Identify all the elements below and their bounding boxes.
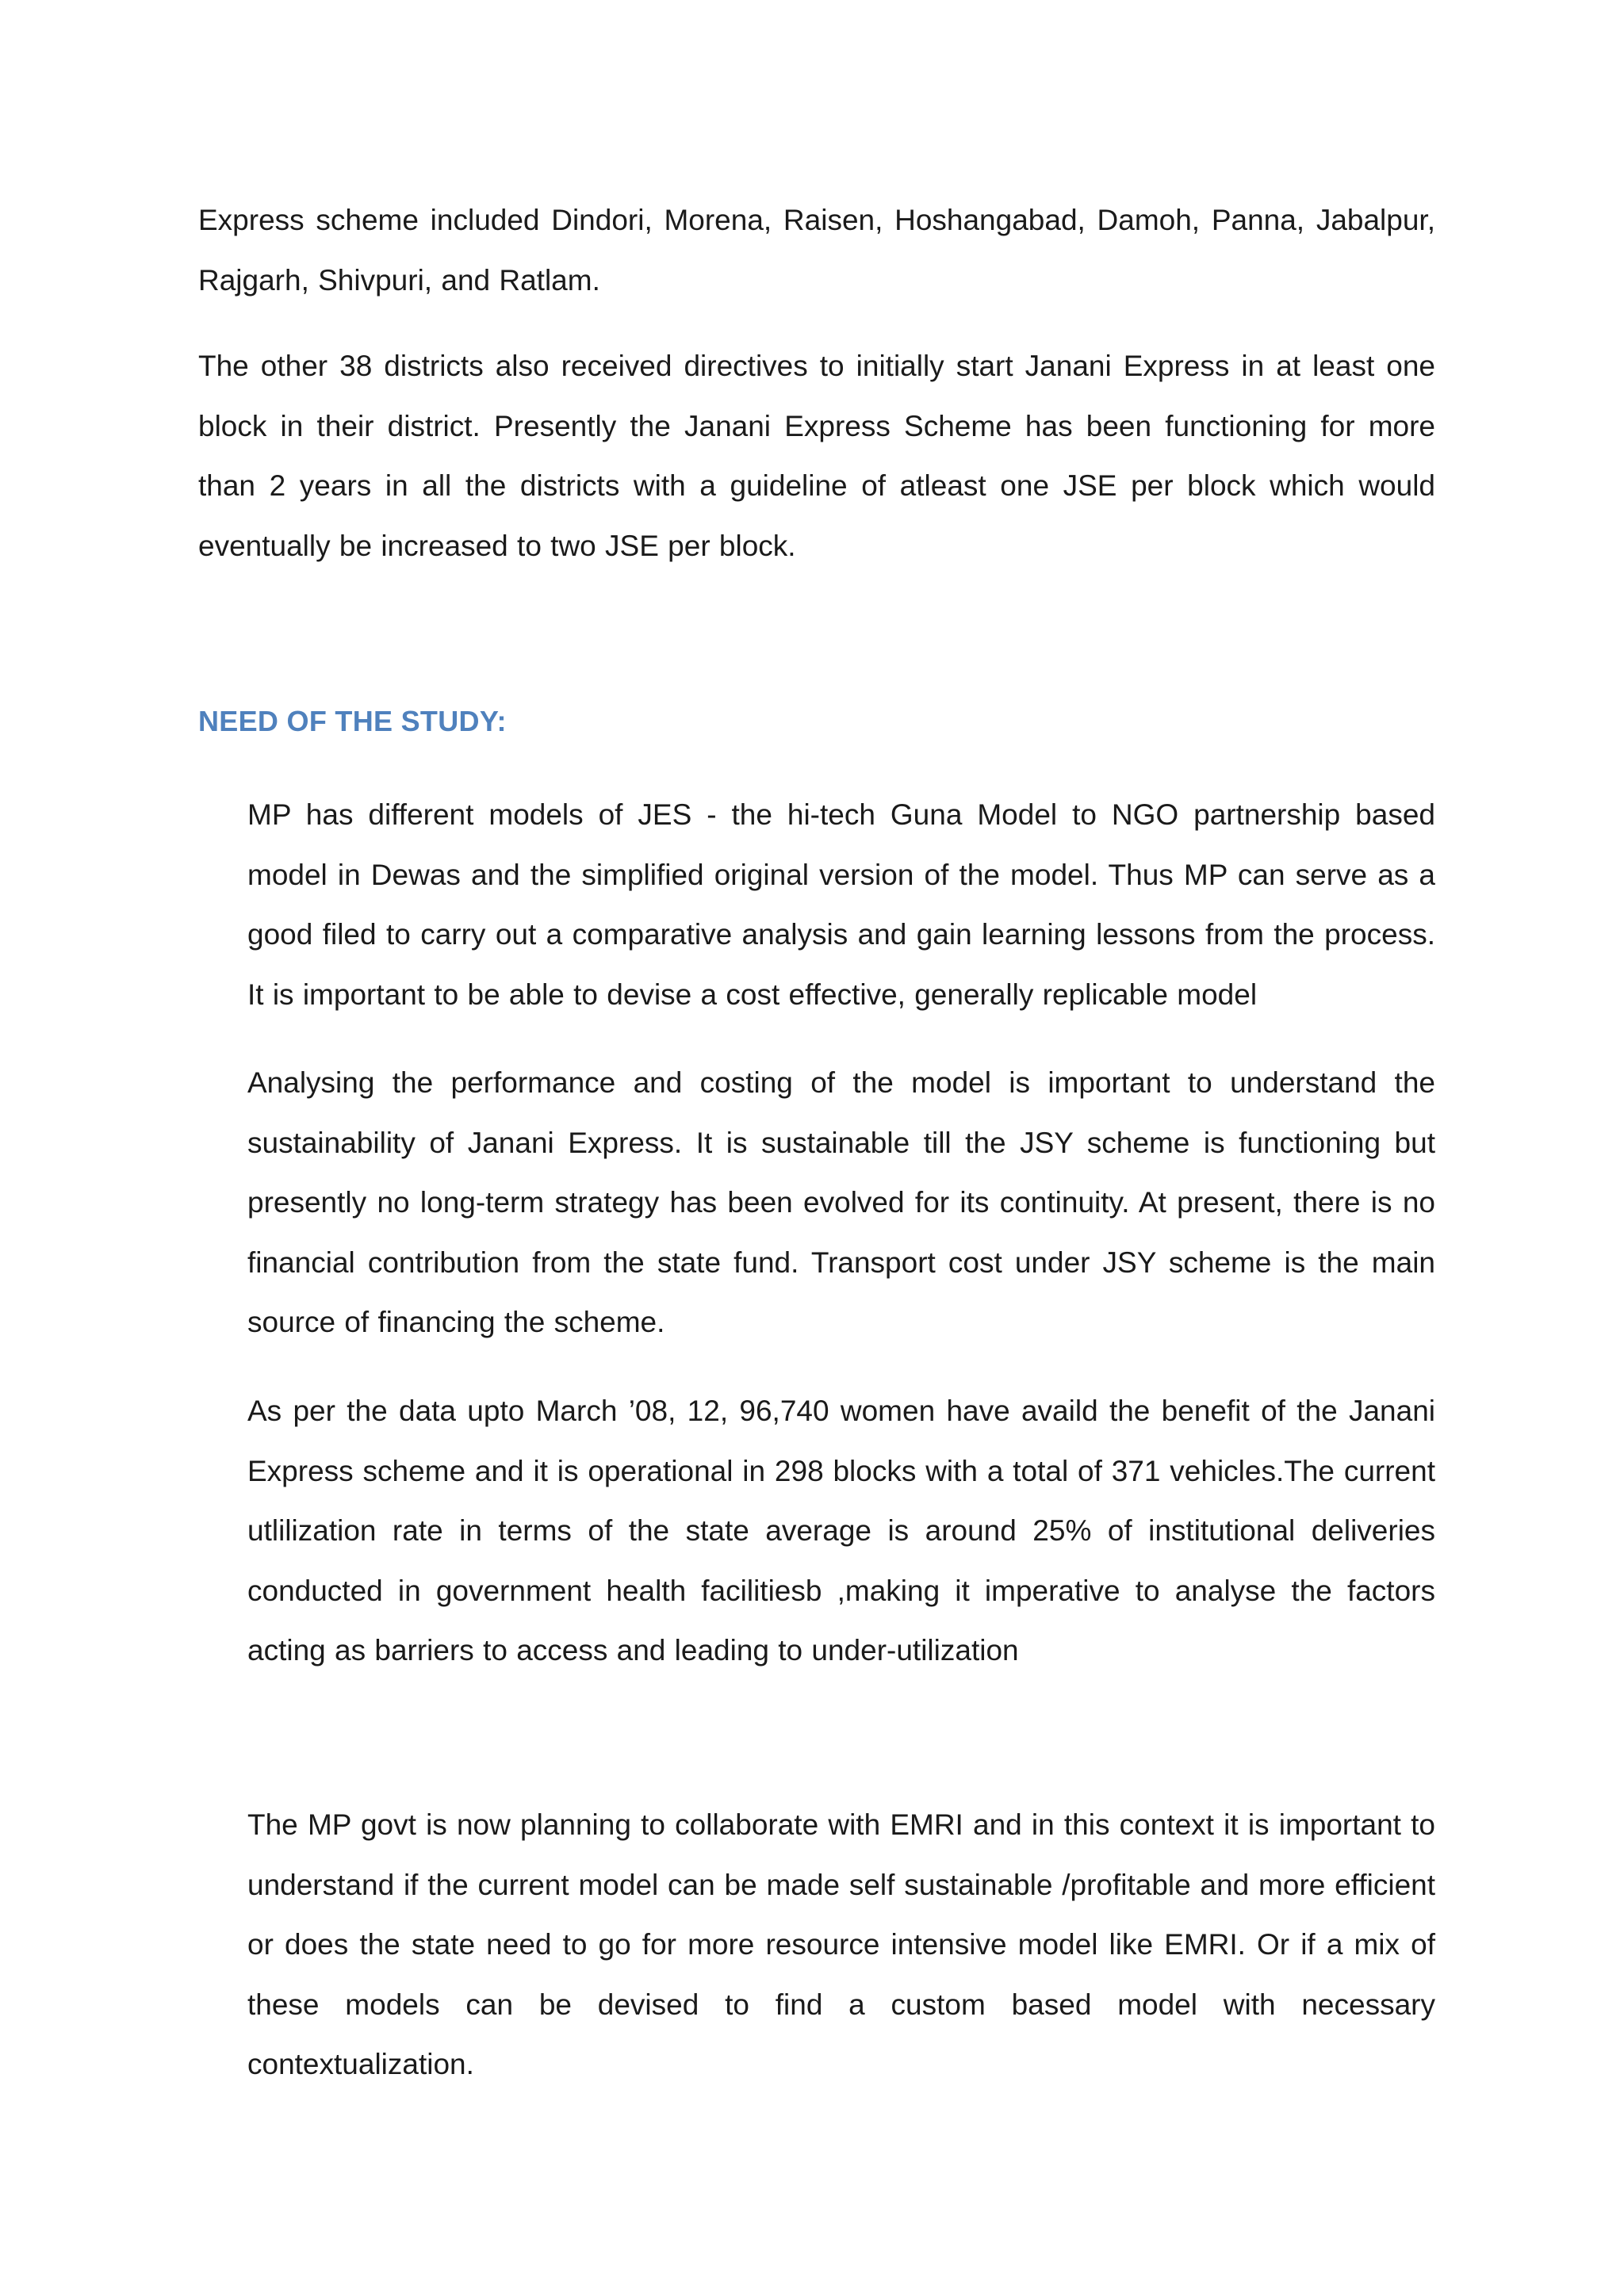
need-paragraph-utilization-data: As per the data upto March ’08, 12, 96,740 women have availd the benefit of the Janani Express scheme and it is operational in 298 blocks with a total of 371 vehicles.The current utlilization rate in terms of the state average is around 25% of institutional deliveries conducted in government health facilitiesb ,making it imperative to analyse the factors acting as barriers to access and leading to under-utilization bbox=[247, 1395, 1435, 1667]
need-paragraph-emri-collaboration: The MP govt is now planning to collaborate with EMRI and in this context it is important to understand if the current model can be made self sustainable /profitable and more efficient or does the state need to go for more resource intensive model like EMRI. Or if a mix of these models can be devised to find a custom based model with necessary contextualization. bbox=[247, 1808, 1435, 2080]
need-paragraph-sustainability: Analysing the performance and costing of the model is important to understand the sustainability of Janani Express. It is sustainable till the JSY scheme is functioning but presently no long-term strategy has been evolved for its continuity. At present, there is no financial contribution from the state fund. Transport cost under JSY scheme is the main source of financing the scheme. bbox=[247, 1066, 1435, 1338]
intro-paragraph-other-districts: The other 38 districts also received directives to initially start Janani Express in at least one block in their district. Presently the Janani Express Scheme has been functioning for more than 2 years in all the districts with a guideline of atleast one JSE per block which would eventually be increased to two JSE per block. bbox=[198, 350, 1435, 562]
intro-paragraph-districts: Express scheme included Dindori, Morena, Raisen, Hoshangabad, Damoh, Panna, Jabalpur, Rajgarh, Shivpuri, and Ratlam. bbox=[198, 204, 1435, 297]
section-heading-need-of-study: NEED OF THE STUDY: bbox=[198, 705, 507, 737]
need-paragraph-models: MP has different models of JES - the hi-tech Guna Model to NGO partnership based model in Dewas and the simplified original version of the model. Thus MP can serve as a good filed to carry out a comparative analysis and gain learning lessons from the process. It is important to be able to devise a cost effective, generally replicable model bbox=[247, 798, 1435, 1011]
